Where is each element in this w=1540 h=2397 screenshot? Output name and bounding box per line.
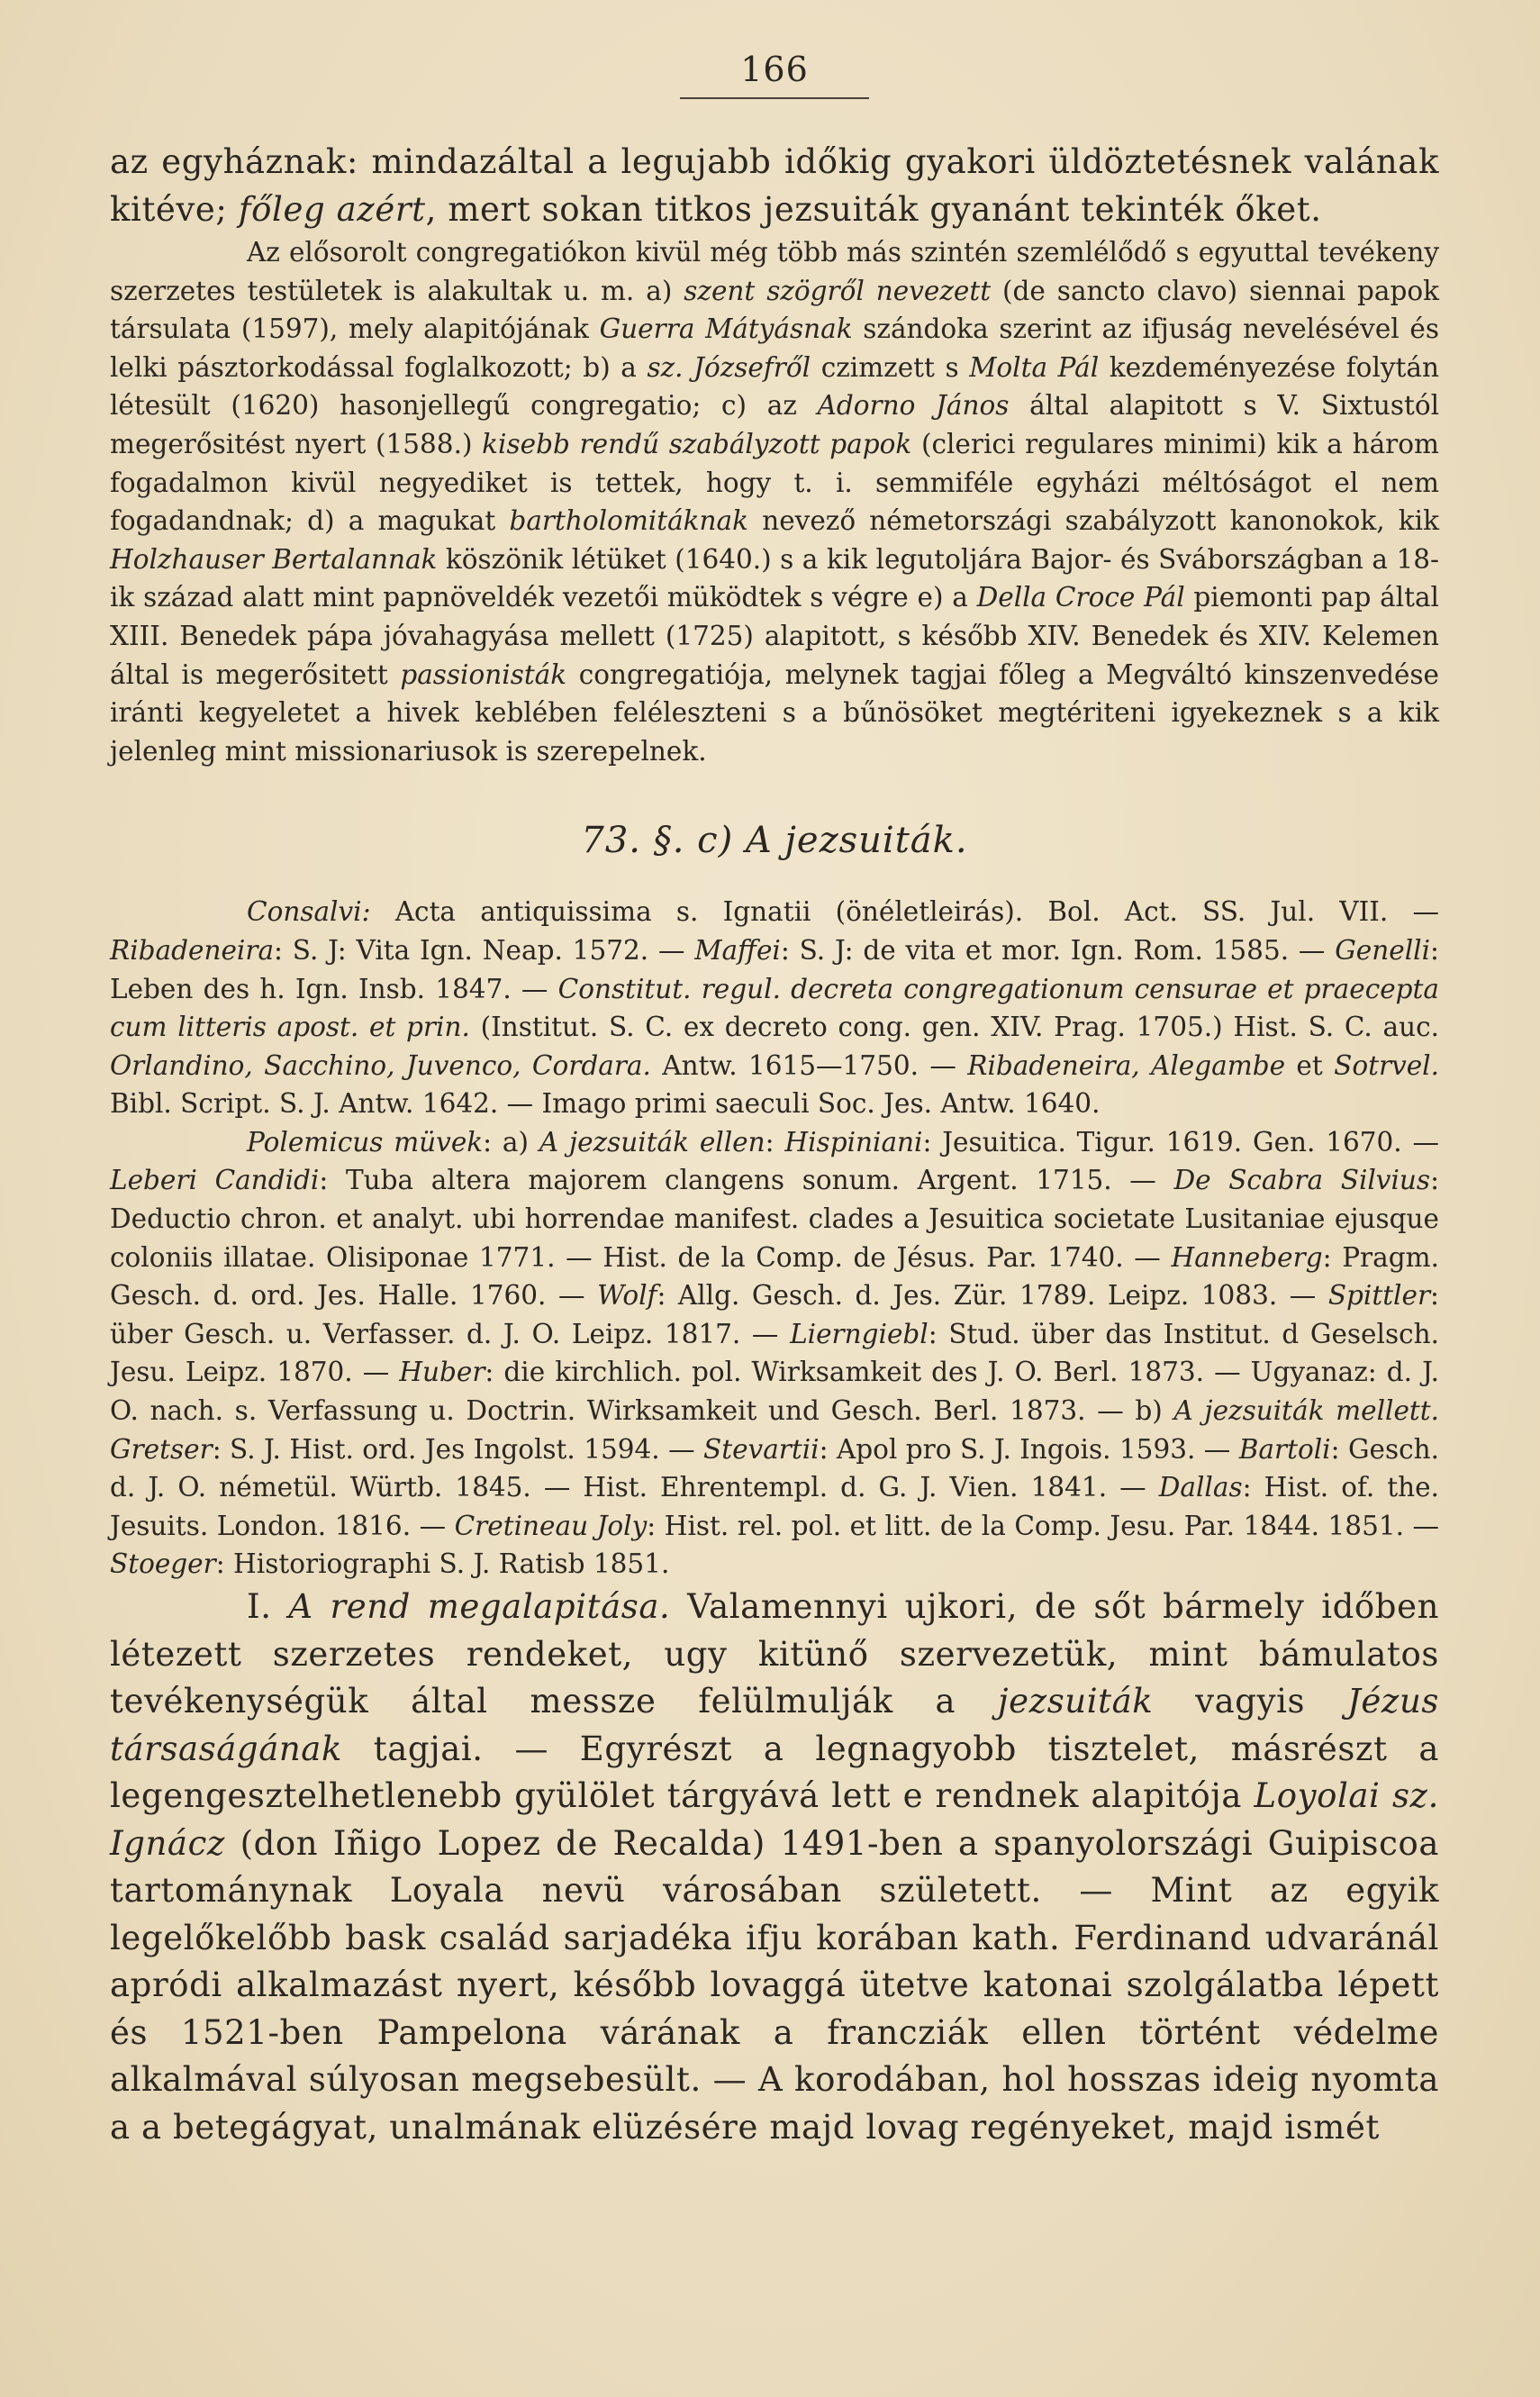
italic-run: Orlandino, Sacchino, Juvenco, Cordara. — [110, 1049, 651, 1081]
italic-run: Ribadeneira — [110, 934, 275, 966]
italic-run: passionisták — [400, 658, 567, 690]
italic-run: bartholomitáknak — [509, 505, 749, 537]
text-run: Az elősorolt congregatiókon kivül még több más szintén szemlélődő s egyuttal tevékeny szerzetes testületek is alakultak u. m. a) — [110, 237, 1439, 306]
page-number-rule — [680, 97, 869, 99]
text-run: , mert sokan titkos jezsuiták gyanánt tekinték őket. — [425, 189, 1322, 229]
text-run: szándoka szerint az ifjuság nevelésével és lelki pásztorkodással foglalkozott; b) a — [110, 313, 1440, 383]
text-run: : a) — [483, 1126, 539, 1158]
italic-run: Hanneberg — [1171, 1241, 1323, 1273]
italic-run: Genelli — [1335, 934, 1431, 966]
text-run: : Gesch. d. J. O. németül. Würtb. 1845. — Hist. Ehrentempl. d. G. J. Vien. 1841. — — [110, 1433, 1439, 1503]
text-run: : Leben des h. Ign. Insb. 1847. — — [110, 934, 1439, 1004]
text-run: et — [1285, 1049, 1335, 1081]
italic-run: Guerra Mátyásnak — [599, 313, 853, 345]
italic-run: Leberi Candidi — [110, 1165, 320, 1196]
text-run: czimzett s — [811, 351, 970, 383]
text-run: : die kirchlich. pol. Wirksamkeit des J. O. Berl. 1873. — Ugyanaz: d. J. O. nach. s. Verfassung u. Doctrin. Wirksamkeit und Gesch. Berl. 1873. — b) — [110, 1357, 1439, 1427]
text-run: piemonti pap által XIII. Benedek pápa jóvahagyása mellett (1725) alapitott, s később XIV. Benedek és XIV. Kelemen által is megerősitett — [110, 582, 1439, 690]
paragraph-continuation — [110, 139, 1439, 233]
text-run: (de sancto clavo) siennai papok társulata (1597), mely alapitójának — [110, 275, 1440, 345]
italic-run: Consalvi: — [247, 896, 371, 928]
text-run: : Hist. rel. pol. et litt. de la Comp. Jesu. Par. 1844. 1851. — — [647, 1510, 1439, 1541]
italic-run: Spittler — [1327, 1280, 1431, 1312]
italic-run: Adorno János — [817, 390, 1010, 422]
text-run: tagjai. — Egyrészt a legnagyobb tisztelet, másrészt a legengesztelhetlenebb gyülölet tárgyává lett e rendnek alapitója — [110, 1729, 1439, 1815]
italic-run: A rend megalapitása. — [288, 1587, 671, 1626]
page-number: 166 — [740, 50, 809, 89]
italic-run: Della Croce Pál — [976, 582, 1185, 613]
text-run: : Pragm. Gesch. d. ord. Jes. Halle. 1760. — — [110, 1241, 1439, 1312]
text-run: (don Iñigo Lopez de Recalda) 1491-ben a spanyolországi Guipiscoa tartománynak Loyala nevü városában született. — Mint az egyik legelőkelőbb bask család sarjadéka ifju korában kath. Ferdinand udvaránál apródi alkalmazást nyert, később lovaggá ütetve katonai szolgálatba lépett és 1521-ben Pampelona várának a francziák ellen történt védelme alkalmával súlyosan megsebesült. — A korodában, hol hosszas ideig nyomta a a betegágyat, unalmának elüzésére majd lovag regényeket, majd ismét — [110, 1823, 1439, 2147]
italic-run: főleg azért — [238, 189, 426, 229]
text-run: által alapitott s V. Sixtustól megerősitést nyert (1588.) — [110, 390, 1440, 459]
italic-run: Maffei — [694, 934, 781, 966]
text-run: (clerici regulares minimi) kik a három fogadalmon kivül negyediket is tettek, hogy t. i. semmiféle egyházi méltóságot el nem fogadandnak; d) a magukat — [110, 428, 1439, 537]
italic-run: Dallas — [1158, 1472, 1243, 1503]
text-run: Antw. 1615—1750. — — [650, 1049, 968, 1081]
text-run: I. — [247, 1587, 289, 1626]
text-run: köszönik létüket (1640.) s a kik legutoljára Bajor- és Svábországban a 18-ik század alatt mint papnöveldék vezetői müködtek s végre e) a — [110, 543, 1439, 613]
italic-run: A jezsuiták mellett. Gretser — [110, 1395, 1439, 1465]
italic-run: sz. Józsefről — [647, 351, 811, 383]
paragraph-congregations — [110, 233, 1439, 770]
italic-run: Lierngiebl — [790, 1318, 929, 1349]
italic-run: Ribadeneira, Alegambe — [967, 1049, 1286, 1081]
paragraph-founding — [110, 1584, 1439, 2151]
italic-run: Holzhauser Bertalannak — [110, 543, 438, 575]
italic-run: Hispiniani — [784, 1126, 923, 1158]
text-run: : über Gesch. u. Verfasser. d. J. O. Leipz. 1817. — — [110, 1280, 1439, 1349]
text-run: Valamennyi ujkori, de sőt bármely időben létezett szerzetes rendeket, ugy kitünő szervezetük, mint bámulatos tevékenységük által messze felülmulják a — [110, 1587, 1439, 1721]
italic-run: A jezsuiták ellen — [539, 1126, 765, 1158]
polemic-works-paragraph — [110, 1123, 1439, 1584]
text-run: : Jesuitica. Tigur. 1619. Gen. 1670. — — [922, 1126, 1439, 1158]
italic-run: Stoeger — [110, 1548, 216, 1580]
italic-run: Bartoli — [1238, 1433, 1331, 1465]
italic-run: jezsuiták — [998, 1682, 1154, 1721]
italic-run: kisebb rendű szabályzott papok — [482, 428, 912, 459]
text-run: : Hist. of. the. Jesuits. London. 1816. — — [110, 1472, 1439, 1541]
italic-run: Cretineau Joly — [454, 1510, 648, 1541]
italic-run: Sotrvel. — [1334, 1049, 1439, 1081]
text-run: : S. J. Hist. ord. Jes Ingolst. 1594. — — [212, 1433, 704, 1465]
italic-run: Stevartii — [703, 1433, 820, 1465]
text-run: : S. J: de vita et mor. Ign. Rom. 1585. — — [780, 934, 1336, 966]
text-run: : Tuba altera majorem clangens sonum. Argent. 1715. — — [319, 1165, 1174, 1196]
text-run: : Apol pro S. J. Ingois. 1593. — — [819, 1433, 1239, 1465]
italic-run: Polemicus müvek — [247, 1126, 484, 1158]
text-run: vagyis — [1153, 1682, 1347, 1721]
text-run: kezdeményezése folytán létesült (1620) hasonjellegű congregatio; c) az — [110, 351, 1439, 422]
sources-paragraph — [110, 893, 1439, 1123]
text-run: : Allg. Gesch. d. Jes. Zür. 1789. Leipz. 1083. — — [657, 1280, 1328, 1312]
text-run: (Institut. S. C. ex decreto cong. gen. XIV. Prag. 1705.) Hist. S. C. auc. — [469, 1012, 1439, 1043]
text-run: congregatiója, melynek tagjai főleg a Megváltó kinszenvedése iránti kegyeletet a hivek keblében feléleszteni s a bűnösöket megtériteni igyekeznek s a kik jelenleg mint missionariusok is szerepelnek. — [110, 658, 1440, 767]
italic-run: Huber — [399, 1357, 485, 1388]
text-run: nevező németországi szabályzott kanonokok, kik — [748, 505, 1439, 537]
text-run: az egyháznak: mindazáltal a legujabb időkig gyakori üldöztetésnek valának kitéve; — [110, 142, 1439, 229]
italic-run: szent szögről nevezett — [684, 275, 992, 306]
italic-run: Molta Pál — [969, 351, 1100, 383]
italic-run: Jézus társaságának — [110, 1682, 1439, 1768]
text-run: : Historiographi S. J. Ratisb 1851. — [215, 1548, 670, 1580]
italic-run: Wolf — [597, 1280, 657, 1312]
italic-run: Loyolai sz. Ignácz — [110, 1776, 1440, 1863]
text-run: Acta antiquissima s. Ignatii (önéletleirás). Bol. Act. SS. Jul. VII. — — [370, 896, 1439, 928]
italic-run: De Scabra Silvius — [1173, 1165, 1431, 1196]
text-run: : Stud. über das Institut. d Geselsch. Jesu. Leipz. 1870. — — [110, 1318, 1439, 1388]
italic-run: Constitut. regul. decreta congregationum censurae et praecepta cum litteris apost. et prin. — [110, 973, 1439, 1043]
text-run: Bibl. Script. S. J. Antw. 1642. — Imago primi saeculi Soc. Jes. Antw. 1640. — [110, 1088, 1101, 1120]
text-run: : — [765, 1126, 785, 1158]
text-run: : Deductio chron. et analyt. ubi horrendae manifest. clades a Jesuitica societate Lusitaniae ejusque coloniis illatae. Olisiponae 1771. — Hist. de la Comp. de Jésus. Par. 1740. — — [110, 1165, 1440, 1273]
text-run: : S. J: Vita Ign. Neap. 1572. — — [274, 934, 695, 966]
section-heading: 73. §. c) A jezsuiták. — [581, 820, 968, 862]
